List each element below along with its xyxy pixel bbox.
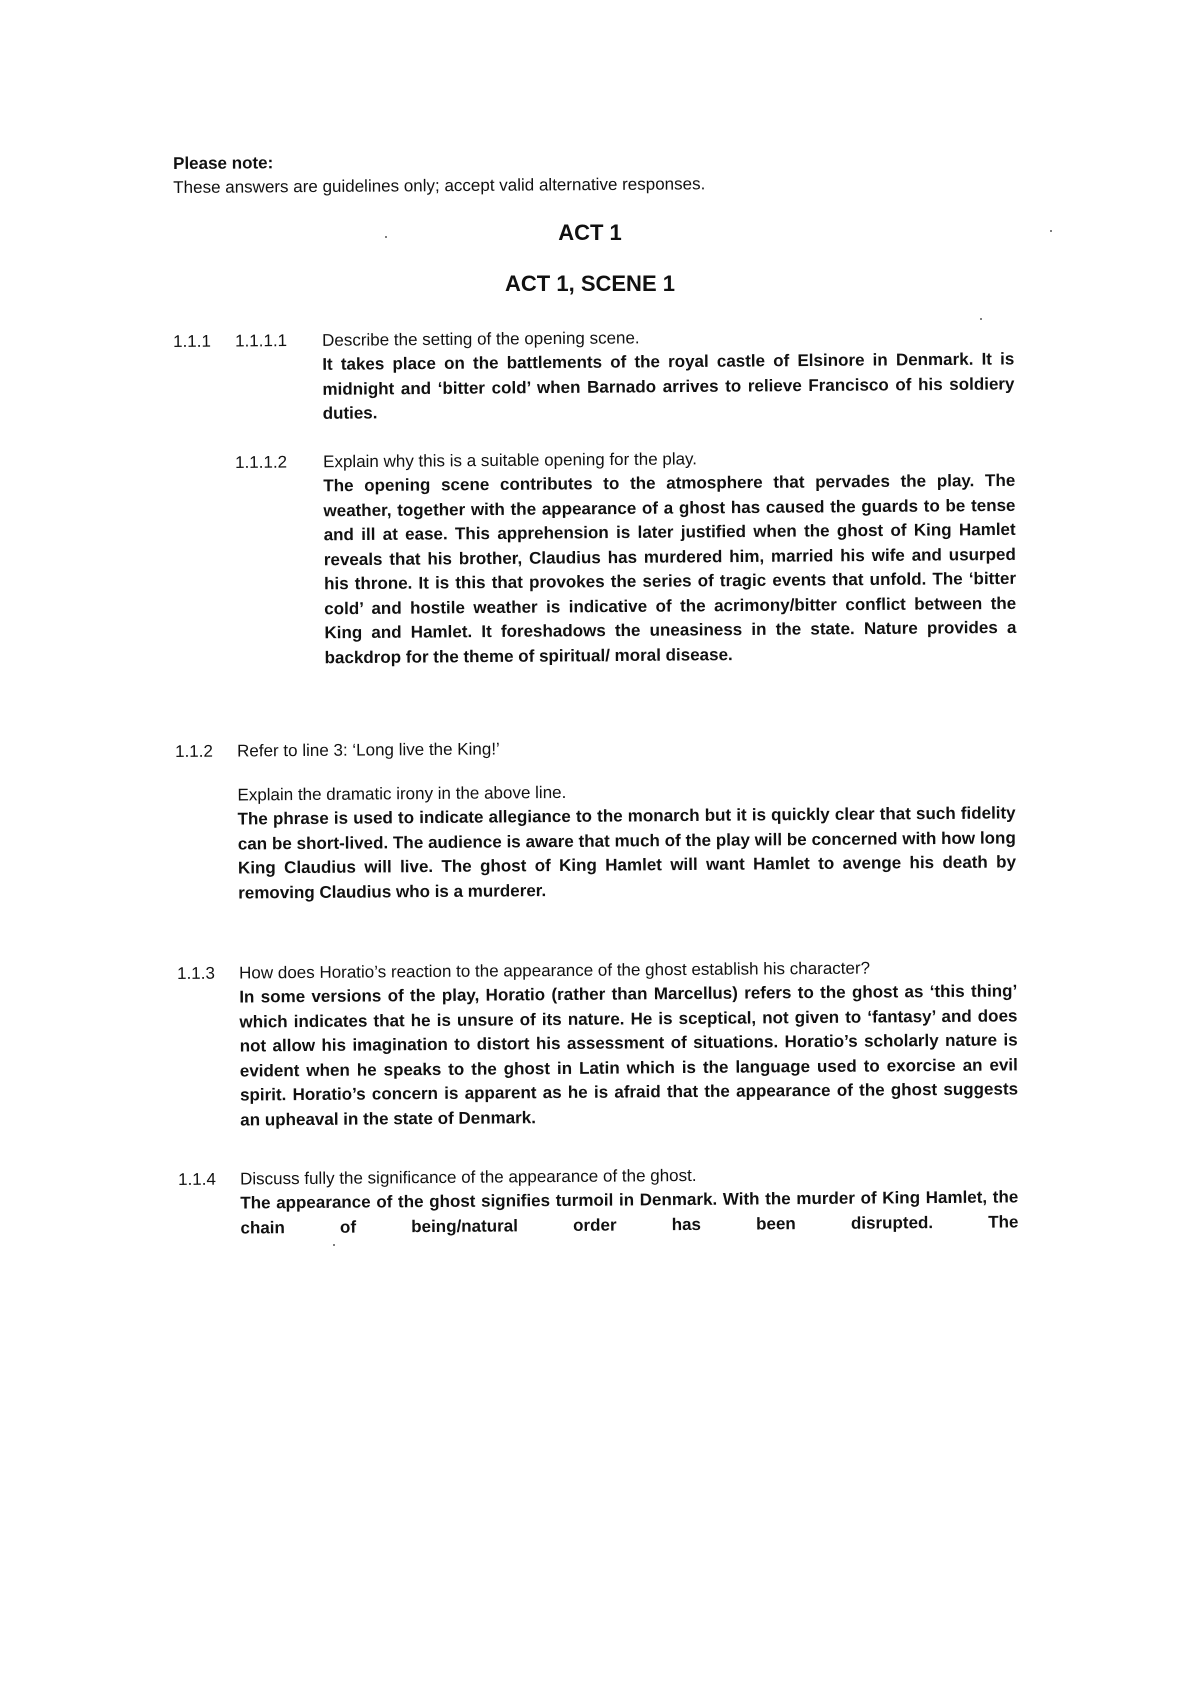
scan-speck — [385, 236, 387, 238]
please-note-label: Please note: — [173, 153, 274, 173]
question-1-1-1-2 — [235, 445, 1037, 721]
answer-text: It takes place on the battlements of the royal castle of Elsinore in Denmark. It is midnight and ‘bitter cold’ when Barnado arrives to relieve Francisco of his soldiery duties. — [322, 349, 1015, 423]
act-heading: ACT 1 — [558, 220, 622, 245]
scan-speck — [1050, 230, 1052, 232]
question-1-1-2 — [175, 733, 1037, 940]
question-text: Discuss fully the significance of the appearance of the ghost. — [240, 1165, 697, 1189]
answer-text: The appearance of the ghost signifies turmoil in Denmark. With the murder of King Hamlet, the chain of being/natural order has been disrupted. The — [240, 1187, 1019, 1238]
answer-text: In some versions of the play, Horatio (rather than Marcellus) refers to the ghost as ‘this thing’ which indicates that he is unsure of its nature. He is sceptical, not given to ‘fantasy’ and does not allow his imagination to distort his assessment of situations. Horatio’s scholarly nature is evident when he speaks to the ghost in Latin which is the language used to exorcise an evil spirit. Horatio’s concern is apparent as he is afraid that the appearance of the ghost suggests an upheaval in the state of Denmark. — [239, 981, 1019, 1130]
scene-heading: ACT 1, SCENE 1 — [505, 271, 675, 296]
question-number: 1.1.2 — [175, 741, 213, 761]
scan-speck — [333, 1244, 335, 1246]
question-1-1-1-1 — [173, 323, 1034, 430]
question-text: Describe the setting of the opening scene. — [322, 328, 640, 350]
scan-speck — [980, 318, 982, 320]
question-number: 1.1.1 — [173, 331, 211, 351]
subquestion-number: 1.1.1.2 — [235, 452, 288, 472]
question-number: 1.1.3 — [177, 963, 215, 983]
question-1-1-4 — [178, 1161, 1039, 1248]
subquestion-number: 1.1.1.1 — [235, 331, 288, 351]
subquestion-text: Explain the dramatic irony in the above line. — [237, 782, 567, 805]
answer-text: The opening scene contributes to the atmosphere that pervades the play. The weather, together with the appearance of a ghost has caused the guards to be tense and ill at ease. This apprehension is later justified when the ghost of King Hamlet reveals that his brother, Claudius has murdered him, married his wife and usurped his throne. It is this that provokes the series of tragic events that unfold. The ‘bitter cold’ and hostile weather is indicative of the acrimony/bitter conflict between the King and Hamlet. It foreshadows the uneasiness in the state. Nature provides a backdrop for the theme of spiritual/ moral disease. — [323, 470, 1017, 667]
please-note-text: These answers are guidelines only; accept valid alternative responses. — [173, 174, 706, 197]
question-text: How does Horatio’s reaction to the appearance of the ghost establish his character? — [239, 958, 871, 983]
question-text: Explain why this is a suitable opening for the play. — [323, 449, 698, 472]
please-note-block — [173, 146, 1073, 200]
answer-text: The phrase is used to indicate allegiance to the monarch but it is quickly clear that such fidelity can be short-lived. The audience is aware that much of the play will be concerned with how long King Claudius will live. The ghost of King Hamlet will want Hamlet to avenge his death by removing Claudius who is a murderer. — [237, 803, 1017, 903]
question-1-1-3 — [177, 955, 1039, 1162]
question-number: 1.1.4 — [178, 1169, 216, 1189]
question-text: Refer to line 3: ‘Long live the King!’ — [237, 739, 500, 761]
